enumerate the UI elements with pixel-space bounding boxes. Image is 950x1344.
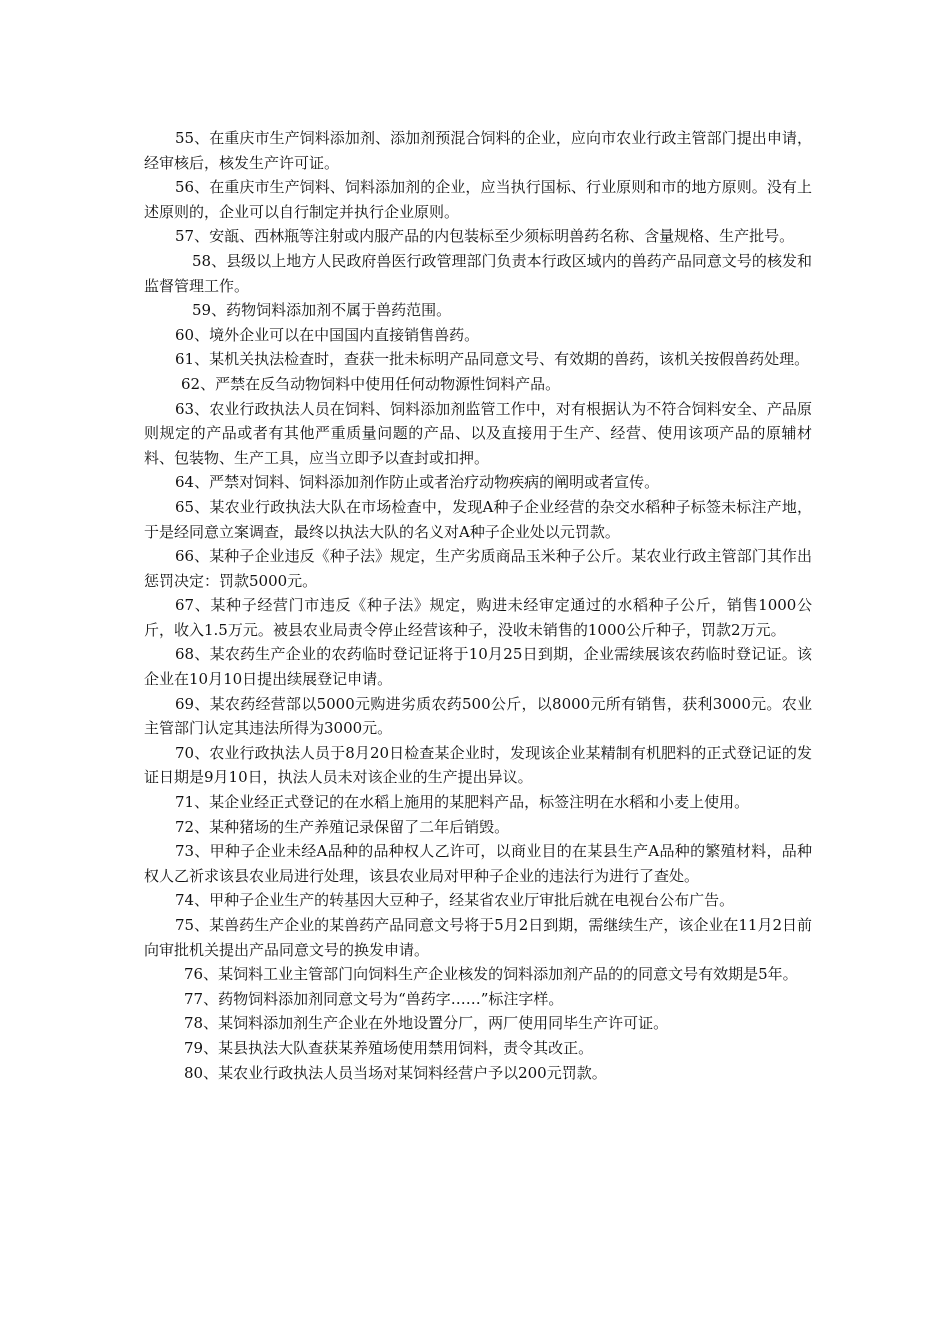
question-63: 63、农业行政执法人员在饲料、饲料添加剂监管工作中，对有根据认为不符合饲料安全、产品原则规定的产品或者有其他严重质量问题的产品、以及直接用于生产、经营、使用该项产品的原辅材料、包装物、生产工具，应当立即予以查封或扣押。 <box>144 399 812 467</box>
question-66: 66、某种子企业违反《种子法》规定，生产劣质商品玉米种子公斤。某农业行政主管部门其作出惩罚决定：罚款5000元。 <box>144 547 812 590</box>
question-57: 57、安瓿、西林瓶等注射或内服产品的内包装标至少须标明兽药名称、含量规格、生产批号。 <box>175 227 795 246</box>
question-73: 73、甲种子企业未经A品种的品种权人乙许可，以商业目的在某县生产A品种的繁殖材料，品种权人乙祈求该县农业局进行处理，该县农业局对甲种子企业的违法行为进行了查处。 <box>144 842 812 885</box>
question-77: 77、药物饲料添加剂同意文号为“兽药字……”标注字样。 <box>184 989 564 1008</box>
question-56: 56、在重庆市生产饲料、饲料添加剂的企业，应当执行国标、行业原则和市的地方原则。没有上述原则的，企业可以自行制定并执行企业原则。 <box>144 178 812 221</box>
question-65: 65、某农业行政执法大队在市场检查中，发现A种子企业经营的杂交水稻种子标签未标注产地，于是经同意立案调查，最终以执法大队的名义对A种子企业处以元罚款。 <box>144 497 812 541</box>
question-59: 59、药物饲料添加剂不属于兽药范围。 <box>192 301 452 320</box>
question-67: 67、某种子经营门市违反《种子法》规定，购进未经审定通过的水稻种子公斤，销售1000公斤，收入1.5万元。被县农业局责令停止经营该种子，没收未销售的1000公斤种子，罚款2万元。 <box>144 596 812 639</box>
question-70: 70、农业行政执法人员于8月20日检查某企业时，发现该企业某精制有机肥料的正式登记证的发证日期是9月10日，执法人员未对该企业的生产提出异议。 <box>144 743 812 787</box>
question-74: 74、甲种子企业生产的转基因大豆种子，经某省农业厅审批后就在电视台公布广告。 <box>175 891 735 910</box>
question-60: 60、境外企业可以在中国国内直接销售兽药。 <box>175 325 480 344</box>
question-76: 76、某饲料工业主管部门向饲料生产企业核发的饲料添加剂产品的的同意文号有效期是5年。 <box>184 965 798 984</box>
question-78: 78、某饲料添加剂生产企业在外地设置分厂，两厂使用同毕生产许可证。 <box>184 1014 669 1033</box>
question-68: 68、某农药生产企业的农药临时登记证将于10月25日到期，企业需续展该农药临时登记证。该企业在10月10日提出续展登记申请。 <box>144 645 812 689</box>
question-55: 55、在重庆市生产饲料添加剂、添加剂预混合饲料的企业，应向市农业行政主管部门提出申请，经审核后，核发生产许可证。 <box>144 129 812 172</box>
question-71: 71、某企业经正式登记的在水稻上施用的某肥料产品，标签注明在水稻和小麦上使用。 <box>175 793 750 812</box>
document-body <box>144 126 812 1085</box>
question-64: 64、严禁对饲料、饲料添加剂作防止或者治疗动物疾病的阐明或者宣传。 <box>175 473 660 492</box>
question-80: 80、某农业行政执法人员当场对某饲料经营户予以200元罚款。 <box>184 1063 607 1082</box>
question-58: 58、县级以上地方人民政府兽医行政管理部门负责本行政区域内的兽药产品同意文号的核发和监督管理工作。 <box>144 251 812 295</box>
question-69: 69、某农药经营部以5000元购进劣质农药500公斤，以8000元所有销售，获利3000元。农业主管部门认定其违法所得为3000元。 <box>144 694 812 738</box>
question-79: 79、某县执法大队查获某养殖场使用禁用饲料，责令其改正。 <box>184 1038 594 1057</box>
question-72: 72、某种猪场的生产养殖记录保留了二年后销毁。 <box>175 817 510 836</box>
question-75: 75、某兽药生产企业的某兽药产品同意文号将于5月2日到期，需继续生产，该企业在11月2日前向审批机关提出产品同意文号的换发申请。 <box>144 916 812 959</box>
question-62: 62、严禁在反刍动物饲料中使用任何动物源性饲料产品。 <box>181 374 561 393</box>
question-61: 61、某机关执法检查时，查获一批未标明产品同意文号、有效期的兽药，该机关按假兽药处理。 <box>175 350 810 369</box>
